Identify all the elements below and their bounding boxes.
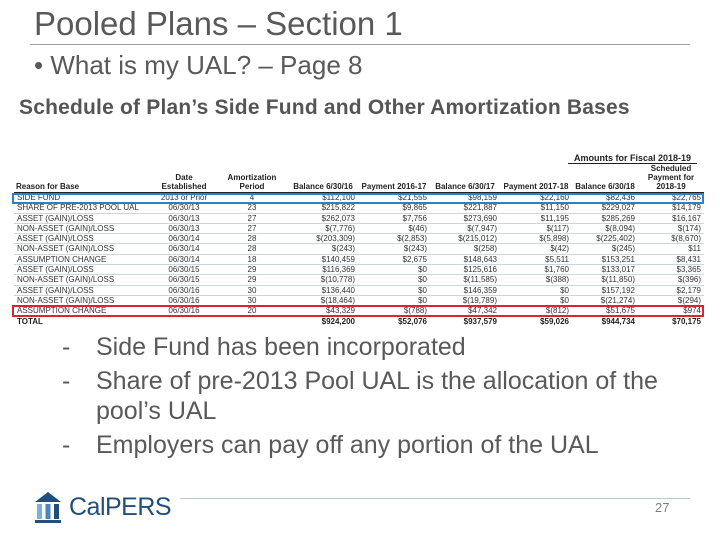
cell-balance-17: $273,690	[430, 213, 500, 223]
cell-payment-17-18: $11,195	[500, 213, 572, 223]
cell-balance-16: $(10,778)	[288, 275, 358, 285]
cell-payment-16-17: $(46)	[358, 223, 430, 233]
cell-payment-17-18: $1,760	[500, 265, 572, 275]
table-row	[14, 275, 704, 285]
cell-period: 30	[216, 285, 288, 295]
cell-payment-17-18: $5,511	[500, 254, 572, 264]
cell-balance-18: $(21,274)	[572, 295, 638, 305]
bullet-marker: -	[62, 367, 71, 395]
cell-balance-16: $140,459	[288, 254, 358, 264]
cell-balance-18: $51,675	[572, 306, 638, 316]
cell-payment-17-18: $(42)	[500, 244, 572, 254]
cell-scheduled-payment: $14,179	[638, 203, 704, 213]
footer-divider	[180, 498, 690, 499]
cell-balance-17: $98,159	[430, 193, 500, 203]
cell-date: 06/30/14	[152, 244, 216, 254]
cell-reason: SIDE FUND	[14, 193, 152, 203]
cell-period: 20	[216, 306, 288, 316]
cell-period: 27	[216, 213, 288, 223]
cell-reason: ASSET (GAIN)/LOSS	[14, 285, 152, 295]
cell-scheduled-payment: $(396)	[638, 275, 704, 285]
cell-reason: ASSUMPTION CHANGE	[14, 306, 152, 316]
cell-period: 23	[216, 203, 288, 213]
assumption-change-highlight	[12, 305, 704, 317]
cell-period: 27	[216, 223, 288, 233]
cell-balance-18: $133,017	[572, 265, 638, 275]
bullet-marker: -	[62, 333, 71, 361]
cell-payment-16-17: $0	[358, 265, 430, 275]
cell-scheduled-payment: $(174)	[638, 223, 704, 233]
cell-payment-17-18: $59,026	[500, 316, 572, 326]
table-header-row	[14, 164, 704, 193]
cell-period: 18	[216, 254, 288, 264]
cell-balance-16: $215,822	[288, 203, 358, 213]
cell-balance-18: $(245)	[572, 244, 638, 254]
cell-balance-17: $(7,947)	[430, 223, 500, 233]
cell-payment-16-17: $0	[358, 295, 430, 305]
cell-payment-17-18: $(5,898)	[500, 234, 572, 244]
table-row	[14, 234, 704, 244]
bullet-item	[62, 332, 702, 362]
cell-date: 06/30/16	[152, 306, 216, 316]
cell-date: 06/30/13	[152, 223, 216, 233]
cell-date: 06/30/15	[152, 265, 216, 275]
cell-balance-18: $(8,094)	[572, 223, 638, 233]
cell-balance-17: $(11,585)	[430, 275, 500, 285]
header-balance-17: Balance 6/30/17	[430, 164, 500, 193]
cell-reason: ASSET (GAIN)/LOSS	[14, 234, 152, 244]
cell-balance-17: $937,579	[430, 316, 500, 326]
cell-balance-18: $285,269	[572, 213, 638, 223]
slide-subtitle: • What is my UAL? – Page 8	[34, 50, 363, 80]
header-date: Date Established	[152, 164, 216, 193]
cell-payment-16-17: $(2,853)	[358, 234, 430, 244]
header-balance-16: Balance 6/30/16	[288, 164, 358, 193]
header-balance-18: Balance 6/30/18	[572, 164, 638, 193]
table-row	[14, 244, 704, 254]
cell-balance-17: $148,643	[430, 254, 500, 264]
cell-reason: ASSET (GAIN)/LOSS	[14, 213, 152, 223]
cell-date: 2013 or Prior	[152, 193, 216, 203]
cell-balance-18: $229,027	[572, 203, 638, 213]
cell-scheduled-payment: $974	[638, 306, 704, 316]
cell-scheduled-payment: $11	[638, 244, 704, 254]
cell-date: 06/30/13	[152, 213, 216, 223]
bullet-text: Share of pre-2013 Pool UAL is the allocation of the pool’s UAL	[96, 367, 658, 425]
cell-payment-17-18: $(117)	[500, 223, 572, 233]
calpers-logo	[33, 489, 171, 525]
cell-balance-17: $47,342	[430, 306, 500, 316]
cell-balance-16: $(203,309)	[288, 234, 358, 244]
fiscal-header: Amounts for Fiscal 2018-19	[568, 153, 697, 164]
cell-balance-16: $(18,464)	[288, 295, 358, 305]
cell-period: 4	[216, 193, 288, 203]
cell-date: 06/30/14	[152, 234, 216, 244]
cell-payment-17-18: $22,160	[500, 193, 572, 203]
cell-scheduled-payment: $(294)	[638, 295, 704, 305]
table-row	[14, 254, 704, 264]
bullet-item	[62, 430, 702, 460]
cell-balance-18: $157,192	[572, 285, 638, 295]
cell-payment-17-18: $11,150	[500, 203, 572, 213]
cell-period: 30	[216, 295, 288, 305]
cell-balance-16: $116,369	[288, 265, 358, 275]
cell-period: 28	[216, 244, 288, 254]
table-row	[14, 203, 704, 213]
cell-balance-16: $262,073	[288, 213, 358, 223]
cell-payment-16-17: $(243)	[358, 244, 430, 254]
cell-balance-16: $924,200	[288, 316, 358, 326]
cell-date: 06/30/14	[152, 254, 216, 264]
cell-payment-16-17: $9,865	[358, 203, 430, 213]
cell-scheduled-payment: $70,175	[638, 316, 704, 326]
cell-date: 06/30/15	[152, 275, 216, 285]
cell-balance-17: $(215,012)	[430, 234, 500, 244]
slide-title: Pooled Plans – Section 1	[34, 5, 403, 42]
title-divider	[30, 44, 690, 45]
bullet-text: Side Fund has been incorporated	[96, 333, 466, 361]
cell-reason: NON-ASSET (GAIN)/LOSS	[14, 295, 152, 305]
cell-reason: NON-ASSET (GAIN)/LOSS	[14, 223, 152, 233]
cell-balance-17: $(19,789)	[430, 295, 500, 305]
bullet-text: Employers can pay off any portion of the UAL	[96, 431, 599, 459]
table-row	[14, 285, 704, 295]
bullet-marker: -	[62, 431, 71, 459]
cell-date: 06/30/16	[152, 285, 216, 295]
header-period: Amortization Period	[216, 164, 288, 193]
schedule-heading: Schedule of Plan’s Side Fund and Other Amortization Bases	[19, 96, 630, 119]
cell-balance-18: $(225,402)	[572, 234, 638, 244]
table-total-row	[14, 316, 704, 326]
cell-balance-18: $82,436	[572, 193, 638, 203]
cell-balance-16: $(7,776)	[288, 223, 358, 233]
cell-date: 06/30/16	[152, 295, 216, 305]
table-row	[14, 223, 704, 233]
cell-scheduled-payment: $(8,670)	[638, 234, 704, 244]
cell-reason: NON-ASSET (GAIN)/LOSS	[14, 244, 152, 254]
cell-payment-16-17: $0	[358, 285, 430, 295]
cell-balance-18: $153,251	[572, 254, 638, 264]
cell-balance-17: $125,616	[430, 265, 500, 275]
cell-balance-17: $146,359	[430, 285, 500, 295]
table-row	[14, 265, 704, 275]
header-payment-16-17: Payment 2016-17	[358, 164, 430, 193]
header-payment-17-18: Payment 2017-18	[500, 164, 572, 193]
cell-scheduled-payment: $22,765	[638, 193, 704, 203]
cell-scheduled-payment: $3,365	[638, 265, 704, 275]
cell-payment-16-17: $2,675	[358, 254, 430, 264]
header-scheduled-payment: Scheduled Payment for 2018-19	[638, 164, 704, 193]
cell-balance-16: $136,440	[288, 285, 358, 295]
cell-balance-16: $112,100	[288, 193, 358, 203]
cell-period	[216, 316, 288, 326]
cell-reason: NON-ASSET (GAIN)/LOSS	[14, 275, 152, 285]
header-reason: Reason for Base	[14, 164, 152, 193]
cell-period: 28	[216, 234, 288, 244]
cell-reason: SHARE OF PRE-2013 POOL UAL	[14, 203, 152, 213]
cell-balance-17: $(258)	[430, 244, 500, 254]
table-row	[14, 213, 704, 223]
cell-reason: TOTAL	[14, 316, 152, 326]
cell-payment-16-17: $7,756	[358, 213, 430, 223]
logo-wordmark: CalPERS	[69, 492, 172, 521]
cell-period: 29	[216, 265, 288, 275]
cell-scheduled-payment: $2,179	[638, 285, 704, 295]
cell-payment-17-18: $(812)	[500, 306, 572, 316]
cell-scheduled-payment: $16,167	[638, 213, 704, 223]
side-fund-highlight	[12, 193, 704, 204]
cell-balance-17: $221,887	[430, 203, 500, 213]
cell-payment-17-18: $(388)	[500, 275, 572, 285]
cell-period: 29	[216, 275, 288, 285]
pillars-icon	[33, 490, 63, 524]
bullet-list	[62, 332, 702, 464]
cell-balance-16: $(243)	[288, 244, 358, 254]
bullet-item	[62, 366, 702, 426]
cell-reason: ASSET (GAIN)/LOSS	[14, 265, 152, 275]
cell-payment-16-17: $0	[358, 275, 430, 285]
cell-balance-18: $944,734	[572, 316, 638, 326]
cell-date	[152, 316, 216, 326]
cell-balance-18: $(11,850)	[572, 275, 638, 285]
cell-payment-16-17: $(788)	[358, 306, 430, 316]
cell-scheduled-payment: $8,431	[638, 254, 704, 264]
cell-payment-16-17: $21,555	[358, 193, 430, 203]
amortization-table	[14, 164, 704, 326]
cell-reason: ASSUMPTION CHANGE	[14, 254, 152, 264]
cell-payment-17-18: $0	[500, 295, 572, 305]
cell-payment-17-18: $0	[500, 285, 572, 295]
cell-date: 06/30/13	[152, 203, 216, 213]
cell-balance-16: $43,329	[288, 306, 358, 316]
cell-payment-16-17: $52,076	[358, 316, 430, 326]
page-number: 27	[655, 500, 670, 515]
